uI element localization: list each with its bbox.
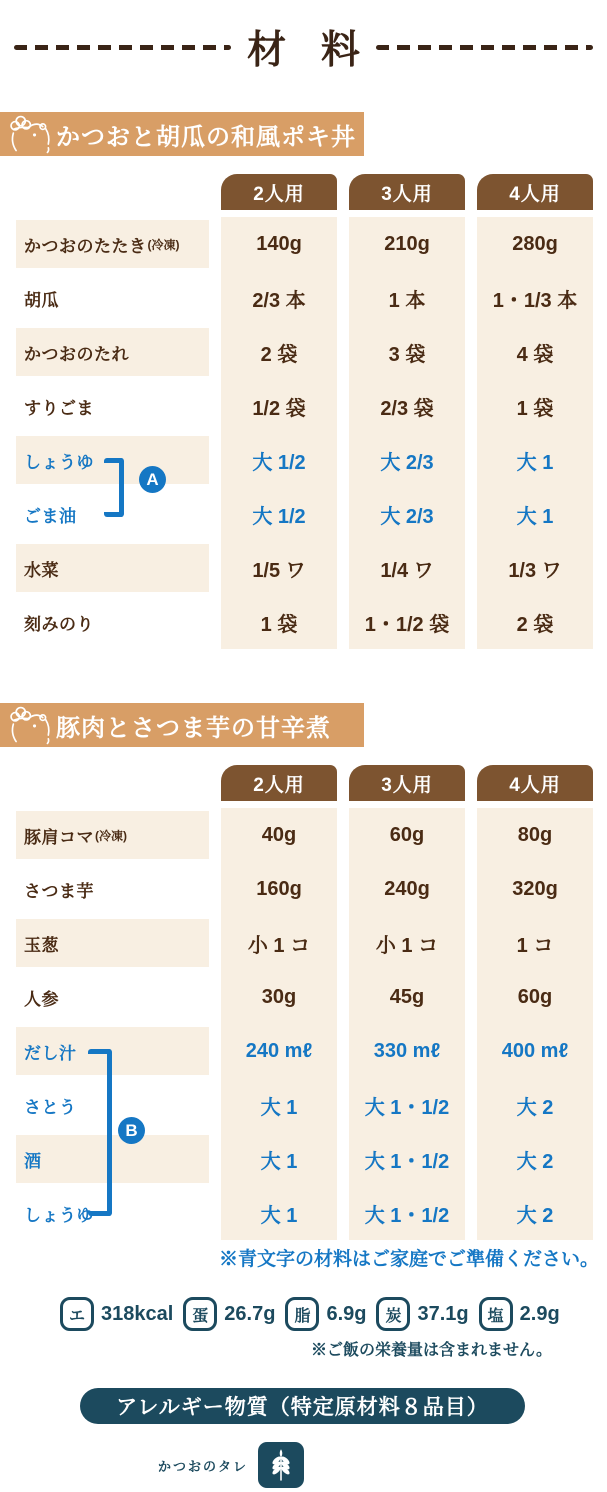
serving-tab-4: 4人用 bbox=[477, 174, 593, 210]
quantity-cell: 1/3 ワ bbox=[477, 541, 593, 595]
nutrition-fat bbox=[285, 1297, 366, 1331]
quantity-cell: 320g bbox=[477, 862, 593, 916]
quantity-cell: 大 2 bbox=[477, 1186, 593, 1240]
quantity-cell: 1/4 ワ bbox=[349, 541, 465, 595]
quantity-cell: 240g bbox=[349, 862, 465, 916]
ingredient-name: ごま油 bbox=[24, 506, 77, 526]
ingredient-name: 玉葱 bbox=[24, 935, 59, 955]
ingredient-name: 胡瓜 bbox=[24, 290, 59, 310]
quantity-cell: 40g bbox=[221, 808, 337, 862]
serving-header-row bbox=[16, 765, 607, 801]
dashed-divider-left bbox=[14, 45, 231, 50]
quantity-cell: 330 mℓ bbox=[349, 1024, 465, 1078]
quantity-cell: 2 袋 bbox=[477, 595, 593, 649]
table-row bbox=[16, 541, 607, 595]
ingredients-table-1 bbox=[0, 174, 607, 649]
group-bracket-b bbox=[88, 1049, 112, 1216]
page-title: 材 料 bbox=[247, 29, 372, 72]
quantity-cell: 30g bbox=[221, 970, 337, 1024]
nutrition-value: 37.1g bbox=[417, 1302, 469, 1325]
quantity-cell: 小 1 コ bbox=[221, 916, 337, 970]
recipe-title-bar-1 bbox=[0, 112, 364, 156]
quantity-cell: 大 1・1/2 bbox=[349, 1186, 465, 1240]
ingredient-name: 人参 bbox=[24, 989, 59, 1009]
quantity-cell: 大 1/2 bbox=[221, 487, 337, 541]
bear-chef-icon bbox=[6, 114, 52, 154]
quantity-cell: 60g bbox=[477, 970, 593, 1024]
quantity-cell: 2/3 袋 bbox=[349, 379, 465, 433]
wheat-icon bbox=[258, 1442, 304, 1488]
serving-header-row bbox=[16, 174, 607, 210]
ingredient-name: すりごま bbox=[24, 398, 94, 418]
nutrition-value: 2.9g bbox=[519, 1302, 560, 1325]
quantity-cell: 1・1/3 本 bbox=[477, 271, 593, 325]
quantity-cell: 140g bbox=[221, 217, 337, 271]
quantity-cell: 280g bbox=[477, 217, 593, 271]
table-row bbox=[16, 325, 607, 379]
quantity-cell: 240 mℓ bbox=[221, 1024, 337, 1078]
quantity-cell: 4 袋 bbox=[477, 325, 593, 379]
serving-tab-3: 3人用 bbox=[349, 765, 465, 801]
quantity-cell: 2/3 本 bbox=[221, 271, 337, 325]
nutrition-carbs bbox=[376, 1297, 468, 1331]
nutrition-value: 26.7g bbox=[224, 1302, 276, 1325]
page-header bbox=[14, 24, 593, 70]
table-row bbox=[16, 379, 607, 433]
table-row bbox=[16, 916, 607, 970]
serving-tab-2: 2人用 bbox=[221, 174, 337, 210]
group-badge-a: A bbox=[139, 466, 166, 493]
quantity-cell: 160g bbox=[221, 862, 337, 916]
ingredient-name: だし汁 bbox=[24, 1043, 77, 1063]
label-column-spacer bbox=[16, 765, 209, 801]
nutrition-label-badge: 塩 bbox=[479, 1297, 513, 1331]
quantity-cell: 大 1 bbox=[477, 433, 593, 487]
table-row bbox=[16, 217, 607, 271]
ingredient-name: かつおのたれ bbox=[24, 344, 129, 364]
quantity-cell: 小 1 コ bbox=[349, 916, 465, 970]
ingredients-table-2 bbox=[0, 765, 607, 1240]
ingredient-name: 酒 bbox=[24, 1151, 42, 1171]
quantity-cell: 2 袋 bbox=[221, 325, 337, 379]
quantity-cell: 400 mℓ bbox=[477, 1024, 593, 1078]
table-row bbox=[16, 808, 607, 862]
quantity-cell: 大 1・1/2 bbox=[349, 1132, 465, 1186]
group-bracket-a bbox=[104, 458, 124, 517]
home-ingredients-note: ※青文字の材料はご家庭でご準備ください。 bbox=[218, 1249, 599, 1270]
serving-tab-4: 4人用 bbox=[477, 765, 593, 801]
ingredient-name: 豚肩コマ bbox=[24, 827, 94, 847]
quantity-cell: 60g bbox=[349, 808, 465, 862]
serving-tab-3: 3人用 bbox=[349, 174, 465, 210]
quantity-cell: 80g bbox=[477, 808, 593, 862]
quantity-cell: 1 袋 bbox=[221, 595, 337, 649]
ingredient-name: さつま芋 bbox=[24, 881, 94, 901]
quantity-cell: 大 2 bbox=[477, 1132, 593, 1186]
quantity-cell: 大 1 bbox=[221, 1186, 337, 1240]
quantity-cell: 1・1/2 袋 bbox=[349, 595, 465, 649]
quantity-cell: 大 1 bbox=[221, 1078, 337, 1132]
dashed-divider-right bbox=[376, 45, 593, 50]
quantity-cell: 大 2/3 bbox=[349, 487, 465, 541]
nutrition-label-badge: 炭 bbox=[376, 1297, 410, 1331]
quantity-cell: 大 1 bbox=[477, 487, 593, 541]
nutrition-energy bbox=[60, 1297, 173, 1331]
table-row bbox=[16, 970, 607, 1024]
quantity-cell: 1 本 bbox=[349, 271, 465, 325]
nutrition-label-badge: エ bbox=[60, 1297, 94, 1331]
quantity-cell: 大 2/3 bbox=[349, 433, 465, 487]
quantity-cell: 3 袋 bbox=[349, 325, 465, 379]
nutrition-salt bbox=[479, 1297, 560, 1331]
quantity-cell: 大 1・1/2 bbox=[349, 1078, 465, 1132]
quantity-cell: 大 1 bbox=[221, 1132, 337, 1186]
quantity-cell: 1/5 ワ bbox=[221, 541, 337, 595]
table-row bbox=[16, 862, 607, 916]
recipe-title-bar-2 bbox=[0, 703, 364, 747]
ingredient-name: しょうゆ bbox=[24, 1205, 94, 1225]
nutrition-row bbox=[60, 1297, 607, 1331]
group-badge-b: B bbox=[118, 1117, 145, 1144]
ingredient-name: しょうゆ bbox=[24, 452, 94, 472]
quantity-cell: 1 コ bbox=[477, 916, 593, 970]
nutrition-label-badge: 蛋 bbox=[183, 1297, 217, 1331]
nutrition-value: 6.9g bbox=[326, 1302, 367, 1325]
allergen-item bbox=[158, 1442, 607, 1488]
table-row bbox=[16, 271, 607, 325]
label-column-spacer bbox=[16, 174, 209, 210]
quantity-cell: 45g bbox=[349, 970, 465, 1024]
ingredient-name: かつおのたたき bbox=[24, 236, 147, 256]
ingredient-name: さとう bbox=[24, 1097, 77, 1117]
ingredient-name: 水菜 bbox=[24, 560, 59, 580]
bear-chef-icon bbox=[6, 705, 52, 745]
recipe-title: 豚肉とさつま芋の甘辛煮 bbox=[56, 714, 331, 742]
ingredient-name: 刻みのり bbox=[24, 614, 94, 634]
allergen-product-name: かつおのタレ bbox=[158, 1458, 249, 1474]
quantity-cell: 210g bbox=[349, 217, 465, 271]
ingredient-note: (冷凍) bbox=[95, 828, 127, 843]
ingredient-note: (冷凍) bbox=[147, 237, 180, 252]
allergy-header: アレルギー物質（特定原材料８品目） bbox=[80, 1388, 525, 1424]
recipe-title: かつおと胡瓜の和風ポキ丼 bbox=[56, 123, 356, 151]
quantity-cell: 大 2 bbox=[477, 1078, 593, 1132]
quantity-cell: 1 袋 bbox=[477, 379, 593, 433]
rice-nutrition-note: ※ご飯の栄養量は含まれません。 bbox=[311, 1342, 552, 1359]
nutrition-label-badge: 脂 bbox=[285, 1297, 319, 1331]
nutrition-protein bbox=[183, 1297, 275, 1331]
nutrition-value: 318kcal bbox=[101, 1302, 174, 1325]
serving-tab-2: 2人用 bbox=[221, 765, 337, 801]
quantity-cell: 大 1/2 bbox=[221, 433, 337, 487]
table-row bbox=[16, 595, 607, 649]
quantity-cell: 1/2 袋 bbox=[221, 379, 337, 433]
